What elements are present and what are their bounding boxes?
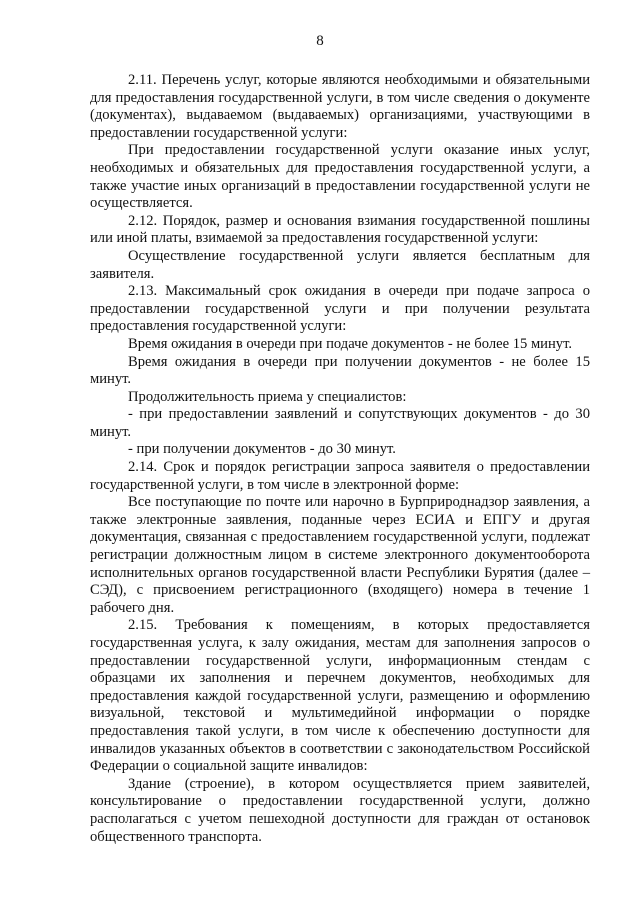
paragraph-2-12: 2.12. Порядок, размер и основания взимания государственной пошлины или иной платы, взимаемой за предоставления государственной услуги: bbox=[90, 212, 590, 247]
paragraph-2-13: 2.13. Максимальный срок ожидания в очереди при подаче запроса о предоставлении государственной услуги и при получении результата предоставления государственной услуги: bbox=[90, 283, 590, 335]
paragraph: - при получении документов - до 30 минут. bbox=[128, 441, 396, 458]
paragraph-2-14: 2.14. Срок и порядок регистрации запроса заявителя о предоставлении государственной услуги, в том числе в электронной форме: bbox=[90, 459, 590, 493]
paragraph: Время ожидания в очереди при получении документов - не более 15 минут. bbox=[90, 353, 590, 388]
paragraph: - при предоставлении заявлений и сопутствующих документов - до 30 минут. bbox=[90, 406, 590, 440]
paragraph: При предоставлении государственной услуги оказание иных услуг, необходимых и обязательных для предоставления государственной услуги, а также участие иных организаций в предоставлении государственной услуги не осуществляется. bbox=[90, 142, 590, 212]
document-body bbox=[90, 72, 590, 846]
paragraph: Время ожидания в очереди при подаче документов - не более 15 минут. bbox=[128, 335, 573, 352]
paragraph: Продолжительность приема у специалистов: bbox=[128, 388, 407, 405]
paragraph: Здание (строение), в котором осуществляется прием заявителей, консультирование о предоставлении государственной услуги, должно располагаться с учетом пешеходной доступности для граждан от остановок общественного транспорта. bbox=[90, 775, 590, 845]
paragraph-2-15: 2.15. Требования к помещениям, в которых предоставляется государственная услуга, к залу ожидания, местам для заполнения запросов о предоставлении государственной услуги, информационным стендам с образцами их заполнения и перечнем документов, необходимых для предоставления каждой государственной услуги, размещению и оформлению визуальной, текстовой и мультимедийной информации о порядке предоставления такой услуги, в том числе к обеспечению доступности для инвалидов указанных объектов в соответствии с законодательством Российской Федерации о социальной защите инвалидов: bbox=[90, 617, 590, 775]
page-number: 8 bbox=[316, 33, 324, 49]
paragraph: Осуществление государственной услуги является бесплатным для заявителя. bbox=[90, 247, 590, 282]
paragraph: Все поступающие по почте или нарочно в Бурприроднадзор заявления, а также электронные заявления, поданные через ЕСИА и ЕПГУ и другая документация, связанная с предоставлением государственной услуги, подлежат регистрации должностным лицом в системе электронного документооборота исполнительных органов государственной власти Республики Бурятия (далее – СЭД), с присвоением регистрационного (входящего) номера в течение 1 рабочего дня. bbox=[90, 494, 590, 616]
paragraph-2-11: 2.11. Перечень услуг, которые являются необходимыми и обязательными для предоставления государственной услуги, в том числе сведения о документе (документах), выдаваемом (выдаваемых) организациями, участвующими в предоставлении государственной услуги: bbox=[90, 72, 590, 141]
